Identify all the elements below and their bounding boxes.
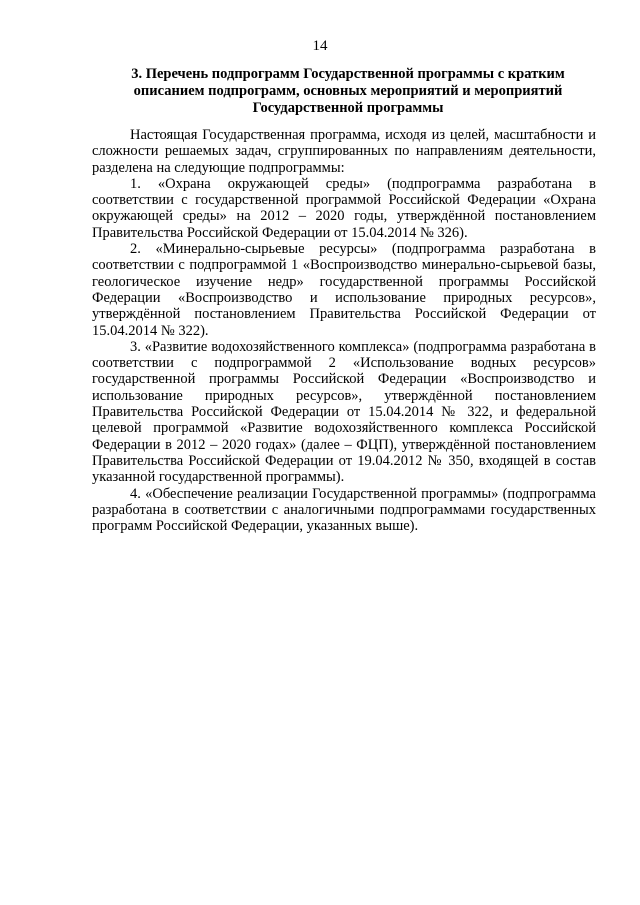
subprogram-2-paragraph: 2. «Минерально-сырьевые ресурсы» (подпрограмма разработана в соответствии с подпрограммой 1 «Воспроизводство минерально-сырьевой базы, геологическое изучение недр» государственной программы Российской Федерации «Воспроизводство и использование природных ресурсов», утверждённой постановлением Правительства Российской Федерации от 15.04.2014 № 322).: [92, 241, 596, 339]
intro-paragraph: Настоящая Государственная программа, исходя из целей, масштабности и сложности решаемых задач, сгруппированных по направлениям деятельности, разделена на следующие подпрограммы:: [92, 127, 596, 176]
subprogram-3-paragraph: 3. «Развитие водохозяйственного комплекса» (подпрограмма разработана в соответствии с подпрограммой 2 «Использование водных ресурсов» государственной программы Российской Федерации «Воспроизводство и использование природных ресурсов», утверждённой постановлением Правительства Российской Федерации от 15.04.2014 № 322, и федеральной целевой программой «Развитие водохозяйственного комплекса Российской Федерации в 2012 – 2020 годах» (далее – ФЦП), утверждённой постановлением Правительства Российской Федерации от 19.04.2012 № 350, входящей в состав указанной государственной программы).: [92, 338, 596, 486]
section-body: [92, 127, 596, 534]
subprogram-1-paragraph: 1. «Охрана окружающей среды» (подпрограмма разработана в соответствии с государственной программой Российской Федерации «Охрана окружающей среды» на 2012 – 2020 годы, утверждённой постановлением Правительства Российской Федерации от 15.04.2014 № 326).: [92, 175, 596, 241]
subprogram-4-paragraph: 4. «Обеспечение реализации Государственной программы» (подпрограмма разработана в соответствии с аналогичными подпрограммами государственных программ Российской Федерации, указанных выше).: [92, 485, 596, 535]
section-heading: 3. Перечень подпрограмм Государственной программы с кратким описанием подпрограмм, основных мероприятий и мероприятий Государственной программы: [131, 66, 565, 116]
page-number: 14: [312, 38, 328, 54]
